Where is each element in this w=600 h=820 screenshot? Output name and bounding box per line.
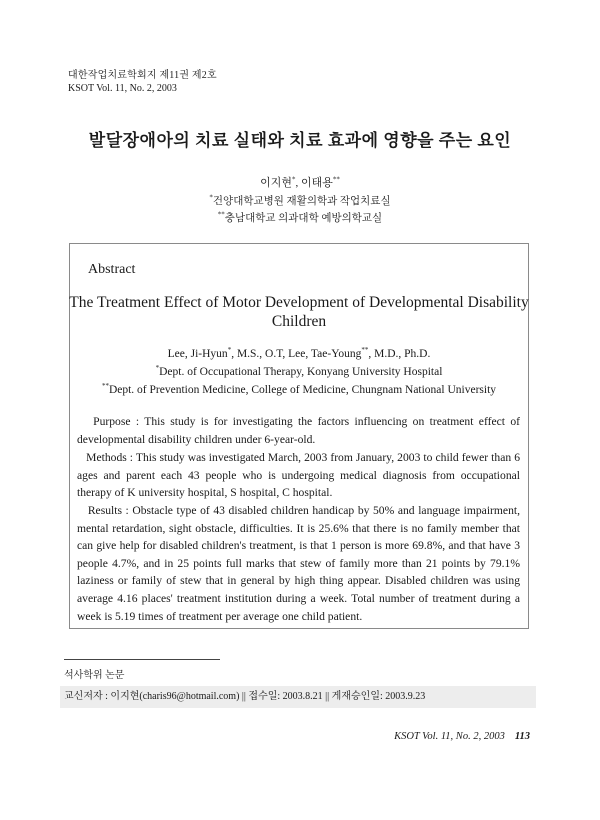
affiliation-english-1 (69, 366, 529, 378)
page-footer (0, 731, 530, 742)
author-1-name: 이지현 (260, 177, 292, 189)
results-text: Obstacle type of 43 disabled children handicap by 50% and language impairment, mental retardation, sight obstacle, difficulties. It is 25.6% that there is no family member that can give help for disabled children's treatment, is that 1 person is more 69.8%, and that have 3 people 4.7%, and in 25 points full marks that stew of family more than 21 points by 79.1% laziness or family of stew that in general by high thing appear. Disabled children was using average 4.16 places' treatment institution during a week. Total number of treatment during a week is 5.19 times of treatment per average one child patient. (77, 504, 520, 623)
affiliation-english-2 (69, 384, 529, 396)
footer-journal: KSOT Vol. 11, No. 2, 2003 (394, 731, 505, 742)
author-1-mark: * (292, 175, 296, 184)
results-paragraph (77, 502, 520, 625)
author-en-part-3: , M.D., Ph.D. (368, 348, 431, 360)
methods-paragraph (77, 449, 520, 502)
corresponding-author-info: 교신저자 : 이지현(charis96@hotmail.com) || 접수일: 2003.8.21 || 게재승인일: 2003.9.23 (60, 686, 536, 708)
journal-citation-english: KSOT Vol. 11, No. 2, 2003 (68, 83, 177, 94)
author-en-mark-2: ** (361, 346, 369, 355)
affiliation-text: Dept. of Occupational Therapy, Konyang University Hospital (159, 366, 443, 378)
paper-title-english: The Treatment Effect of Motor Development of Developmental Disability Children (69, 294, 529, 330)
methods-text: This study was investigated March, 2003 from January, 2003 to child fewer than 6 ages and parent each 43 people who is undergoing medical diagnosis from occupational therapy of K university hospital, S hospital, C hospital. (77, 451, 520, 500)
author-2-name: 이태용 (301, 177, 333, 189)
author-en-part-1: Lee, Ji-Hyun (167, 348, 228, 360)
results-label: Results : (87, 504, 129, 517)
author-separator: , (295, 177, 301, 189)
affiliation-korean-1 (0, 193, 600, 208)
affiliation-mark: * (155, 364, 160, 373)
affiliation-mark: * (209, 193, 213, 202)
affiliation-mark: ** (101, 382, 109, 391)
authors-korean (0, 174, 600, 190)
affiliation-korean-2 (0, 210, 600, 225)
affiliation-text: Dept. of Prevention Medicine, College of Medicine, Chungnam National University (108, 384, 497, 396)
affiliation-mark: ** (217, 210, 225, 219)
paper-title-korean: 발달장애아의 치료 실태와 치료 효과에 영향을 주는 요인 (88, 131, 512, 150)
purpose-paragraph (77, 413, 520, 448)
purpose-text: This study is for investigating the factors influencing on treatment effect of developmental disability children under 6-year-old. (77, 415, 520, 446)
thesis-note: 석사학위 논문 (64, 670, 125, 681)
affiliation-text: 건양대학교병원 재활의학과 작업치료실 (212, 196, 391, 207)
authors-english (69, 348, 529, 360)
author-en-mark-1: * (227, 346, 232, 355)
journal-name-korean: 대한작업치료학회지 제11권 제2호 (68, 70, 217, 81)
author-en-part-2: , M.S., O.T, Lee, Tae-Young (231, 348, 362, 360)
affiliation-text: 충남대학교 의과대학 예방의학교실 (224, 213, 383, 224)
page-number: 113 (514, 731, 530, 742)
author-2-mark: ** (332, 175, 340, 184)
footnote-divider (64, 659, 220, 660)
methods-label: Methods : (86, 451, 134, 464)
abstract-heading: Abstract (88, 262, 136, 277)
purpose-label: Purpose : (93, 415, 140, 428)
